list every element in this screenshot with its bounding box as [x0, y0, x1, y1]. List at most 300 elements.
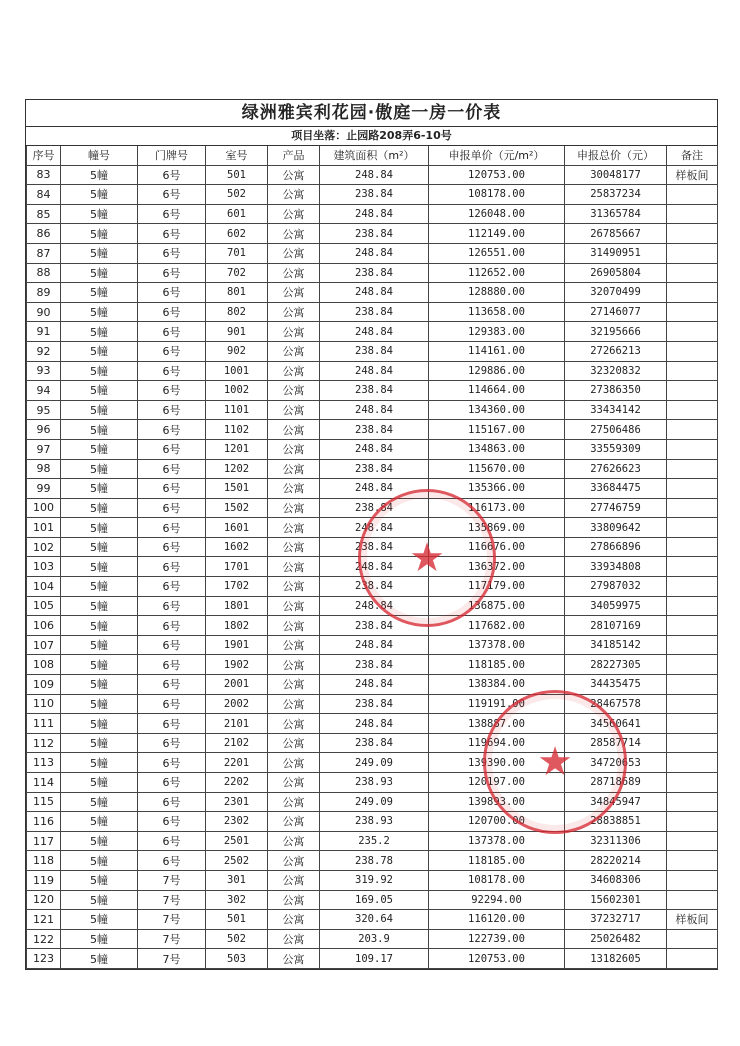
- table-cell: 30048177: [565, 165, 667, 185]
- table-cell: 5幢: [61, 420, 138, 440]
- table-cell: 5幢: [61, 204, 138, 224]
- table-cell: 公寓: [268, 890, 320, 910]
- table-cell: [667, 341, 718, 361]
- table-cell: 6号: [138, 400, 206, 420]
- table-cell: 公寓: [268, 831, 320, 851]
- table-cell: 121: [27, 910, 61, 930]
- table-cell: 1802: [206, 616, 268, 636]
- table-cell: 134360.00: [429, 400, 565, 420]
- table-cell: 104: [27, 577, 61, 597]
- table-cell: 28467578: [565, 694, 667, 714]
- table-cell: 91: [27, 322, 61, 342]
- table-row: [27, 694, 718, 714]
- table-cell: 108178.00: [429, 870, 565, 890]
- table-cell: 6号: [138, 812, 206, 832]
- table-cell: 5幢: [61, 439, 138, 459]
- table-cell: 6号: [138, 851, 206, 871]
- table-cell: 33934808: [565, 557, 667, 577]
- table-cell: 公寓: [268, 714, 320, 734]
- table-cell: 公寓: [268, 498, 320, 518]
- table-cell: 5幢: [61, 616, 138, 636]
- table-cell: 238.84: [320, 655, 429, 675]
- table-cell: 137378.00: [429, 635, 565, 655]
- table-cell: 139390.00: [429, 753, 565, 773]
- table-cell: 901: [206, 322, 268, 342]
- table-cell: 129886.00: [429, 361, 565, 381]
- table-cell: 113658.00: [429, 302, 565, 322]
- table-cell: 248.84: [320, 322, 429, 342]
- table-cell: 134863.00: [429, 439, 565, 459]
- table-cell: 120700.00: [429, 812, 565, 832]
- table-cell: [667, 361, 718, 381]
- table-cell: 135366.00: [429, 479, 565, 499]
- table-row: [27, 400, 718, 420]
- table-cell: 33684475: [565, 479, 667, 499]
- table-cell: 5幢: [61, 498, 138, 518]
- table-cell: 公寓: [268, 733, 320, 753]
- table-cell: 6号: [138, 753, 206, 773]
- table-cell: [667, 753, 718, 773]
- table-row: [27, 361, 718, 381]
- table-row: [27, 322, 718, 342]
- table-cell: [667, 773, 718, 793]
- table-cell: [667, 596, 718, 616]
- table-row: [27, 439, 718, 459]
- table-cell: 105: [27, 596, 61, 616]
- table-cell: 238.84: [320, 263, 429, 283]
- table-cell: 6号: [138, 420, 206, 440]
- table-cell: [667, 890, 718, 910]
- table-cell: [667, 831, 718, 851]
- table-cell: 6号: [138, 831, 206, 851]
- price-sheet: [25, 99, 718, 970]
- table-row: [27, 890, 718, 910]
- table-row: [27, 479, 718, 499]
- table-cell: 248.84: [320, 243, 429, 263]
- table-cell: 301: [206, 870, 268, 890]
- table-row: [27, 518, 718, 538]
- table-row: [27, 302, 718, 322]
- table-cell: 6号: [138, 518, 206, 538]
- table-cell: 6号: [138, 185, 206, 205]
- table-cell: 公寓: [268, 283, 320, 303]
- table-cell: 116676.00: [429, 537, 565, 557]
- table-cell: 120753.00: [429, 165, 565, 185]
- column-header: 备注: [667, 146, 718, 165]
- table-cell: 122: [27, 929, 61, 949]
- table-cell: 238.93: [320, 773, 429, 793]
- star-icon: ★: [537, 739, 573, 785]
- table-cell: 6号: [138, 675, 206, 695]
- table-cell: 102: [27, 537, 61, 557]
- table-cell: 248.84: [320, 557, 429, 577]
- table-cell: 169.05: [320, 890, 429, 910]
- table-cell: 5幢: [61, 831, 138, 851]
- table-cell: 5幢: [61, 851, 138, 871]
- table-cell: 5幢: [61, 537, 138, 557]
- table-cell: 6号: [138, 714, 206, 734]
- table-cell: 33809642: [565, 518, 667, 538]
- table-cell: 116173.00: [429, 498, 565, 518]
- table-cell: 84: [27, 185, 61, 205]
- table-cell: 5幢: [61, 302, 138, 322]
- table-cell: 115: [27, 792, 61, 812]
- table-cell: [667, 479, 718, 499]
- table-cell: 2502: [206, 851, 268, 871]
- table-cell: 320.64: [320, 910, 429, 930]
- table-cell: 502: [206, 185, 268, 205]
- table-cell: 公寓: [268, 518, 320, 538]
- price-table: [26, 146, 718, 969]
- table-cell: 37232717: [565, 910, 667, 930]
- table-row: [27, 616, 718, 636]
- column-header: 申报总价（元）: [565, 146, 667, 165]
- table-cell: 248.84: [320, 400, 429, 420]
- table-cell: 公寓: [268, 792, 320, 812]
- table-cell: 2201: [206, 753, 268, 773]
- table-cell: 115167.00: [429, 420, 565, 440]
- table-cell: 2302: [206, 812, 268, 832]
- table-cell: 100: [27, 498, 61, 518]
- table-cell: [667, 400, 718, 420]
- table-row: [27, 773, 718, 793]
- table-cell: 109.17: [320, 949, 429, 969]
- table-cell: 5幢: [61, 479, 138, 499]
- table-cell: 110: [27, 694, 61, 714]
- table-cell: 98: [27, 459, 61, 479]
- table-cell: 235.2: [320, 831, 429, 851]
- table-cell: 248.84: [320, 283, 429, 303]
- table-cell: 5幢: [61, 812, 138, 832]
- table-cell: 238.84: [320, 577, 429, 597]
- table-row: [27, 714, 718, 734]
- table-cell: 公寓: [268, 165, 320, 185]
- table-cell: 1002: [206, 381, 268, 401]
- table-cell: 公寓: [268, 635, 320, 655]
- table-cell: [667, 870, 718, 890]
- table-row: [27, 949, 718, 969]
- table-row: [27, 655, 718, 675]
- table-cell: 公寓: [268, 870, 320, 890]
- table-cell: 120: [27, 890, 61, 910]
- table-cell: 27386350: [565, 381, 667, 401]
- table-cell: 32070499: [565, 283, 667, 303]
- table-cell: 5幢: [61, 283, 138, 303]
- table-cell: 6号: [138, 773, 206, 793]
- table-cell: 1702: [206, 577, 268, 597]
- table-row: [27, 733, 718, 753]
- table-cell: [667, 420, 718, 440]
- table-cell: 公寓: [268, 459, 320, 479]
- column-header: 建筑面积（m²）: [320, 146, 429, 165]
- table-cell: 6号: [138, 537, 206, 557]
- table-cell: 公寓: [268, 263, 320, 283]
- table-cell: 117: [27, 831, 61, 851]
- table-row: [27, 910, 718, 930]
- table-cell: 31365784: [565, 204, 667, 224]
- table-cell: 109: [27, 675, 61, 695]
- table-cell: 238.78: [320, 851, 429, 871]
- table-cell: 238.84: [320, 537, 429, 557]
- table-cell: 83: [27, 165, 61, 185]
- table-row: [27, 498, 718, 518]
- table-cell: 27506486: [565, 420, 667, 440]
- table-row: [27, 577, 718, 597]
- table-cell: 92: [27, 341, 61, 361]
- table-cell: 118: [27, 851, 61, 871]
- project-location: 项目坐落：止园路208弄6-10号: [26, 127, 717, 146]
- table-cell: 5幢: [61, 577, 138, 597]
- table-cell: 238.93: [320, 812, 429, 832]
- table-row: [27, 929, 718, 949]
- table-cell: 1502: [206, 498, 268, 518]
- table-cell: [667, 498, 718, 518]
- table-cell: [667, 635, 718, 655]
- table-cell: 5幢: [61, 694, 138, 714]
- table-cell: 25026482: [565, 929, 667, 949]
- table-cell: 25837234: [565, 185, 667, 205]
- table-cell: 公寓: [268, 479, 320, 499]
- table-cell: 238.84: [320, 616, 429, 636]
- table-cell: 238.84: [320, 498, 429, 518]
- table-cell: 5幢: [61, 675, 138, 695]
- table-cell: 1902: [206, 655, 268, 675]
- table-row: [27, 283, 718, 303]
- table-cell: 26905804: [565, 263, 667, 283]
- table-cell: [667, 459, 718, 479]
- table-cell: 203.9: [320, 929, 429, 949]
- table-cell: 7号: [138, 910, 206, 930]
- table-row: [27, 870, 718, 890]
- table-cell: 94: [27, 381, 61, 401]
- table-cell: 6号: [138, 733, 206, 753]
- table-cell: 248.84: [320, 596, 429, 616]
- table-cell: 5幢: [61, 890, 138, 910]
- table-cell: 248.84: [320, 714, 429, 734]
- table-cell: 6号: [138, 224, 206, 244]
- table-cell: 702: [206, 263, 268, 283]
- table-cell: 107: [27, 635, 61, 655]
- table-cell: 5幢: [61, 381, 138, 401]
- table-cell: 26785667: [565, 224, 667, 244]
- table-cell: [667, 733, 718, 753]
- table-row: [27, 263, 718, 283]
- table-cell: 129383.00: [429, 322, 565, 342]
- table-cell: 135869.00: [429, 518, 565, 538]
- table-cell: 248.84: [320, 518, 429, 538]
- table-cell: 5幢: [61, 224, 138, 244]
- table-cell: 5幢: [61, 263, 138, 283]
- table-cell: 92294.00: [429, 890, 565, 910]
- table-cell: 118185.00: [429, 655, 565, 675]
- table-cell: 32311306: [565, 831, 667, 851]
- table-cell: 5幢: [61, 753, 138, 773]
- table-row: [27, 675, 718, 695]
- table-cell: 公寓: [268, 812, 320, 832]
- table-cell: 119694.00: [429, 733, 565, 753]
- table-cell: 103: [27, 557, 61, 577]
- table-cell: 5幢: [61, 733, 138, 753]
- table-cell: 6号: [138, 341, 206, 361]
- table-cell: 公寓: [268, 224, 320, 244]
- table-cell: [667, 439, 718, 459]
- table-cell: 28220214: [565, 851, 667, 871]
- table-cell: 238.84: [320, 185, 429, 205]
- table-cell: 6号: [138, 322, 206, 342]
- table-cell: 公寓: [268, 675, 320, 695]
- table-cell: 公寓: [268, 420, 320, 440]
- column-header: 室号: [206, 146, 268, 165]
- table-row: [27, 381, 718, 401]
- table-cell: 15602301: [565, 890, 667, 910]
- table-cell: 136875.00: [429, 596, 565, 616]
- table-row: [27, 204, 718, 224]
- column-header: 申报单价（元/m²）: [429, 146, 565, 165]
- table-cell: 公寓: [268, 341, 320, 361]
- table-cell: 114161.00: [429, 341, 565, 361]
- table-cell: 2202: [206, 773, 268, 793]
- table-cell: 5幢: [61, 557, 138, 577]
- table-cell: 公寓: [268, 537, 320, 557]
- table-row: [27, 165, 718, 185]
- table-cell: 113: [27, 753, 61, 773]
- table-cell: 1801: [206, 596, 268, 616]
- table-cell: 1602: [206, 537, 268, 557]
- table-cell: 公寓: [268, 596, 320, 616]
- table-cell: 5幢: [61, 773, 138, 793]
- table-cell: 108: [27, 655, 61, 675]
- table-cell: 5幢: [61, 165, 138, 185]
- table-row: [27, 224, 718, 244]
- table-cell: 2501: [206, 831, 268, 851]
- table-cell: 116120.00: [429, 910, 565, 930]
- table-cell: 501: [206, 165, 268, 185]
- table-row: [27, 557, 718, 577]
- table-cell: 248.84: [320, 479, 429, 499]
- table-cell: 249.09: [320, 792, 429, 812]
- table-cell: 248.84: [320, 165, 429, 185]
- table-cell: 公寓: [268, 302, 320, 322]
- table-cell: 238.84: [320, 224, 429, 244]
- table-cell: 7号: [138, 890, 206, 910]
- table-cell: 13182605: [565, 949, 667, 969]
- table-cell: 32320832: [565, 361, 667, 381]
- table-cell: [667, 518, 718, 538]
- table-cell: 31490951: [565, 243, 667, 263]
- table-cell: 7号: [138, 870, 206, 890]
- table-cell: 5幢: [61, 596, 138, 616]
- table-cell: 34059975: [565, 596, 667, 616]
- table-cell: 1202: [206, 459, 268, 479]
- table-cell: 238.84: [320, 459, 429, 479]
- table-cell: 2101: [206, 714, 268, 734]
- table-cell: 公寓: [268, 322, 320, 342]
- table-cell: 公寓: [268, 361, 320, 381]
- table-cell: 120753.00: [429, 949, 565, 969]
- table-row: [27, 185, 718, 205]
- table-cell: 6号: [138, 616, 206, 636]
- table-cell: 27146077: [565, 302, 667, 322]
- table-cell: 公寓: [268, 243, 320, 263]
- table-cell: 503: [206, 949, 268, 969]
- table-cell: 27866896: [565, 537, 667, 557]
- table-cell: 5幢: [61, 714, 138, 734]
- table-cell: 2102: [206, 733, 268, 753]
- table-cell: 6号: [138, 204, 206, 224]
- table-cell: 238.84: [320, 341, 429, 361]
- table-cell: 248.84: [320, 675, 429, 695]
- table-row: [27, 831, 718, 851]
- table-cell: 2002: [206, 694, 268, 714]
- table-cell: 112652.00: [429, 263, 565, 283]
- table-cell: 公寓: [268, 655, 320, 675]
- table-cell: [667, 224, 718, 244]
- table-cell: 6号: [138, 498, 206, 518]
- table-cell: 119191.00: [429, 694, 565, 714]
- table-cell: 89: [27, 283, 61, 303]
- table-cell: 249.09: [320, 753, 429, 773]
- table-cell: 86: [27, 224, 61, 244]
- table-cell: 111: [27, 714, 61, 734]
- table-cell: 5幢: [61, 185, 138, 205]
- table-cell: 5幢: [61, 870, 138, 890]
- table-cell: 5幢: [61, 910, 138, 930]
- table-cell: 7号: [138, 949, 206, 969]
- table-cell: 28107169: [565, 616, 667, 636]
- table-cell: [667, 655, 718, 675]
- table-cell: 248.84: [320, 361, 429, 381]
- table-row: [27, 459, 718, 479]
- table-cell: [667, 185, 718, 205]
- table-cell: 28718689: [565, 773, 667, 793]
- table-cell: 118185.00: [429, 851, 565, 871]
- table-cell: 136372.00: [429, 557, 565, 577]
- table-cell: 6号: [138, 596, 206, 616]
- table-cell: 90: [27, 302, 61, 322]
- table-cell: 701: [206, 243, 268, 263]
- table-cell: 85: [27, 204, 61, 224]
- table-cell: 117179.00: [429, 577, 565, 597]
- table-cell: 27266213: [565, 341, 667, 361]
- table-cell: 238.84: [320, 420, 429, 440]
- table-cell: 902: [206, 341, 268, 361]
- table-cell: 公寓: [268, 929, 320, 949]
- page-title: 绿洲雅宾利花园·傲庭一房一价表: [26, 100, 717, 127]
- table-cell: 公寓: [268, 381, 320, 401]
- table-cell: 1901: [206, 635, 268, 655]
- table-cell: 601: [206, 204, 268, 224]
- table-cell: 6号: [138, 243, 206, 263]
- table-cell: 97: [27, 439, 61, 459]
- table-cell: 6号: [138, 283, 206, 303]
- table-cell: 502: [206, 929, 268, 949]
- table-cell: [667, 929, 718, 949]
- table-cell: 6号: [138, 381, 206, 401]
- table-cell: 公寓: [268, 773, 320, 793]
- table-cell: 6号: [138, 165, 206, 185]
- table-cell: 248.84: [320, 439, 429, 459]
- table-cell: 1601: [206, 518, 268, 538]
- table-cell: 87: [27, 243, 61, 263]
- table-cell: 112149.00: [429, 224, 565, 244]
- table-cell: 117682.00: [429, 616, 565, 636]
- table-cell: 5幢: [61, 243, 138, 263]
- table-cell: [667, 283, 718, 303]
- table-cell: 99: [27, 479, 61, 499]
- table-row: [27, 851, 718, 871]
- table-cell: 602: [206, 224, 268, 244]
- table-cell: 公寓: [268, 753, 320, 773]
